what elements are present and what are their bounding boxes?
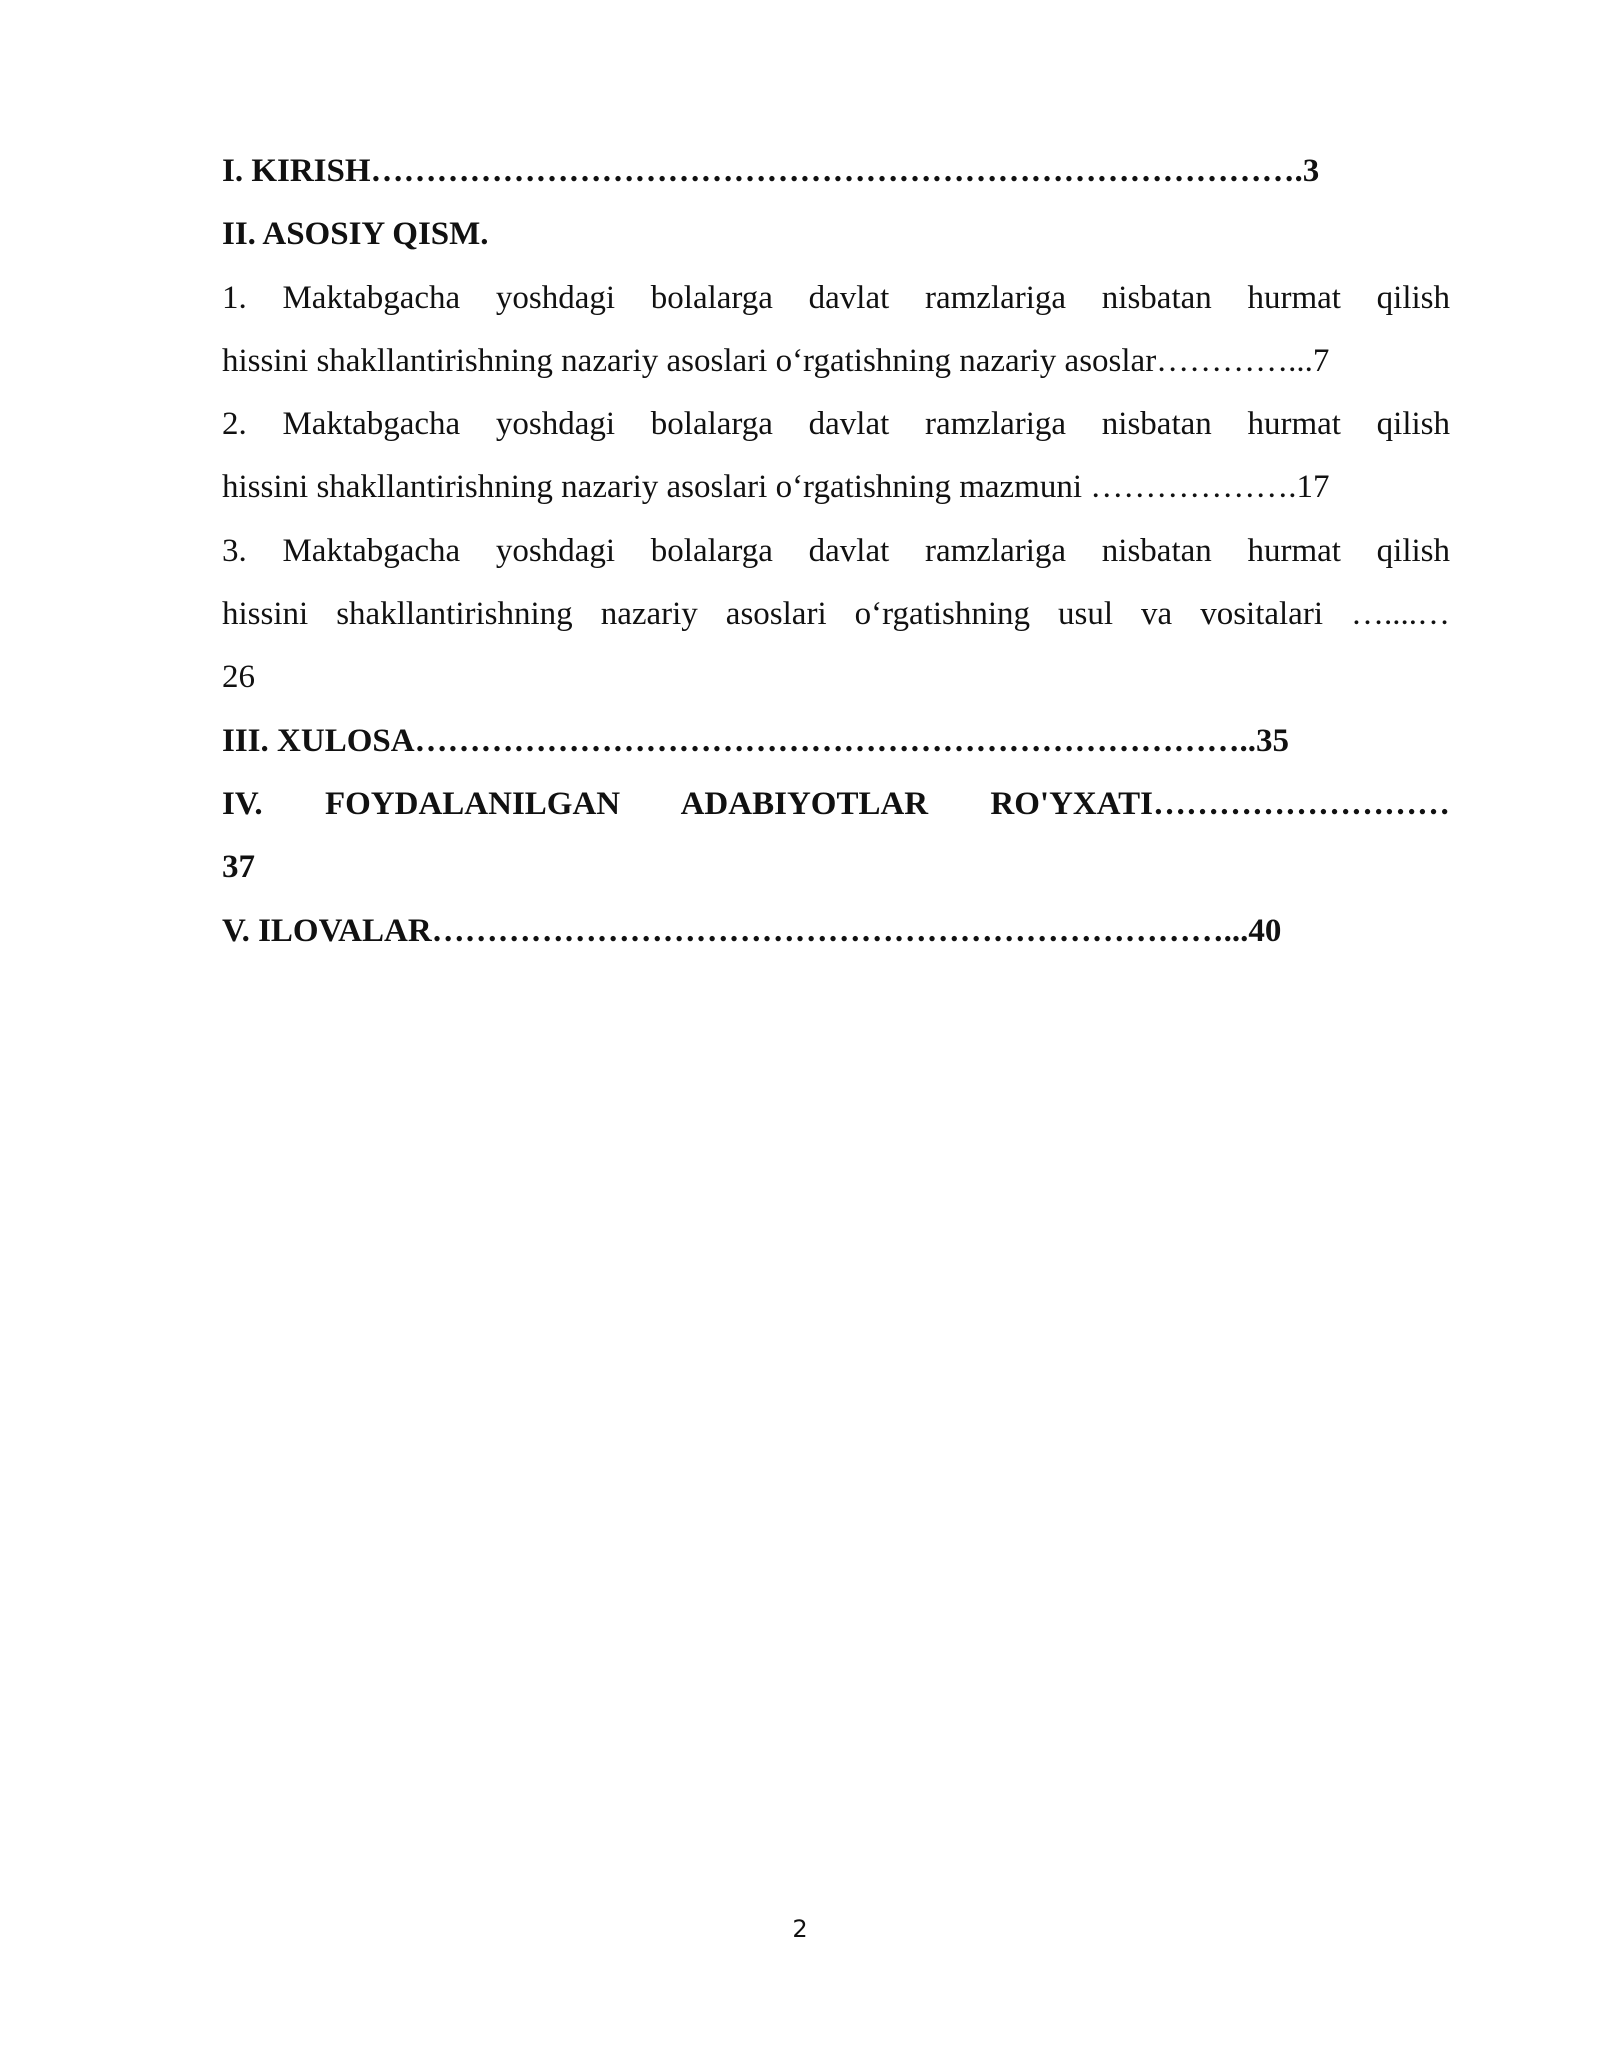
toc-entry-ilovalar: V. ILOVALAR………………………………………………………………...40 bbox=[222, 912, 1282, 949]
toc-entry-3-line-1: 3. Maktabgacha yoshdagi bolalarga davlat ramzlariga nisbatan hurmat qilish bbox=[222, 532, 1450, 569]
toc-entry-adabiyotlar-page: 37 bbox=[222, 849, 255, 886]
toc-entry-adabiyotlar: IV. FOYDALANILGAN ADABIYOTLAR RO'YXATI……………………… bbox=[222, 785, 1450, 822]
toc-entry-2-line-2: hissini shakllantirishning nazariy asoslari o‘rgatishning mazmuni ……………….17 bbox=[222, 469, 1330, 506]
toc-entry-asosiy-qism: II. ASOSIY QISM. bbox=[222, 216, 489, 253]
page-number: 2 bbox=[792, 1915, 808, 1943]
toc-entry-3-line-2: hissini shakllantirishning nazariy asoslari o‘rgatishning usul va vositalari …....… bbox=[222, 596, 1450, 633]
table-of-contents bbox=[222, 140, 1450, 963]
toc-entry-1-line-1: 1. Maktabgacha yoshdagi bolalarga davlat ramzlariga nisbatan hurmat qilish bbox=[222, 279, 1450, 316]
toc-entry-kirish: I. KIRISH………………………………………………………………………….3 bbox=[222, 153, 1320, 189]
toc-entry-2-line-1: 2. Maktabgacha yoshdagi bolalarga davlat ramzlariga nisbatan hurmat qilish bbox=[222, 406, 1450, 443]
toc-entry-xulosa: III. XULOSA…………………………………………………………………..35 bbox=[222, 722, 1290, 759]
toc-entry-3-page: 26 bbox=[222, 659, 255, 696]
toc-entry-1-line-2: hissini shakllantirishning nazariy asoslari o‘rgatishning nazariy asoslar…………...7 bbox=[222, 342, 1330, 379]
